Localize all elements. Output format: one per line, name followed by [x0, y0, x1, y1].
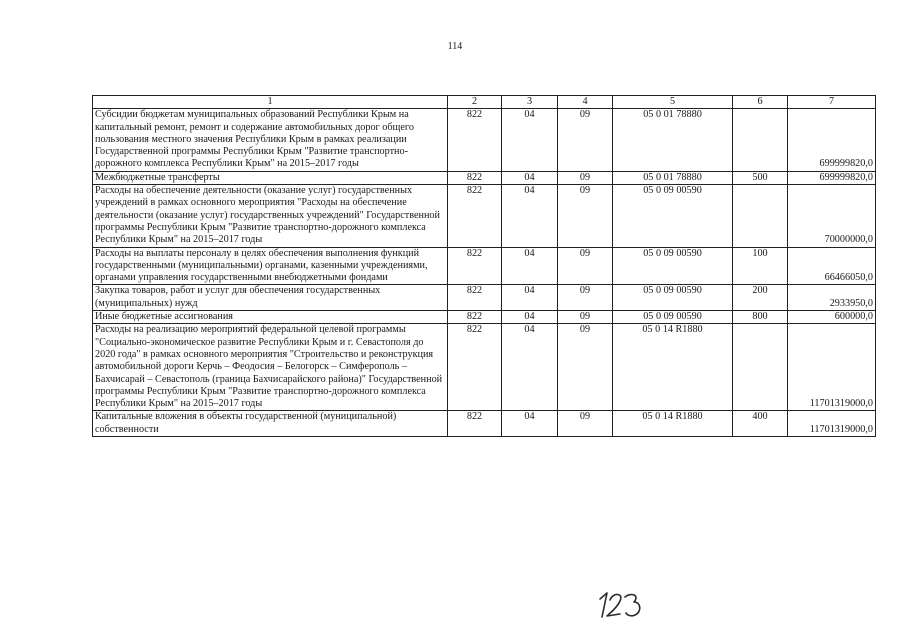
page-number: 114	[447, 41, 463, 52]
header-cell: 6	[733, 96, 788, 109]
target-code-cell: 05 0 01 78880	[613, 109, 733, 171]
subsection-code-cell: 09	[558, 247, 613, 285]
subsection-code-cell: 09	[558, 185, 613, 247]
expense-name-cell: Субсидии бюджетам муниципальных образований Республики Крым на капитальный ремонт, ремонт и содержание автомобильных дорог общего пользования местного значения Республики Крым в рамках реализации Государственной программы Республики Крым "Развитие транспортно-дорожного комплекса Республики Крым" на 2015–2017 годы	[93, 109, 448, 171]
expense-kind-cell: 100	[733, 247, 788, 285]
table-row	[93, 285, 876, 311]
table-row	[93, 324, 876, 411]
section-code-cell: 04	[502, 185, 558, 247]
budget-table	[92, 95, 876, 437]
expense-kind-cell: 400	[733, 411, 788, 437]
target-code-cell: 05 0 09 00590	[613, 185, 733, 247]
expense-name-cell: Расходы на обеспечение деятельности (оказание услуг) государственных учреждений в рамках основного мероприятия "Расходы на обеспечение деятельности (оказание услуг) государственных учреждений" Государственной программы Республики Крым "Развитие транспортно-дорожного комплекса Республики Крым" на 2015–2017 годы	[93, 185, 448, 247]
header-cell: 1	[93, 96, 448, 109]
admin-code-cell: 822	[448, 411, 502, 437]
sum-cell: 600000,0	[788, 311, 876, 324]
admin-code-cell: 822	[448, 171, 502, 184]
table-row	[93, 411, 876, 437]
subsection-code-cell: 09	[558, 324, 613, 411]
section-code-cell: 04	[502, 411, 558, 437]
target-code-cell: 05 0 09 00590	[613, 311, 733, 324]
table-row	[93, 171, 876, 184]
expense-kind-cell: 800	[733, 311, 788, 324]
subsection-code-cell: 09	[558, 171, 613, 184]
target-code-cell: 05 0 09 00590	[613, 247, 733, 285]
expense-kind-cell	[733, 109, 788, 171]
sum-cell: 70000000,0	[788, 185, 876, 247]
target-code-cell: 05 0 14 R1880	[613, 324, 733, 411]
expense-kind-cell	[733, 185, 788, 247]
expense-name-cell: Иные бюджетные ассигнования	[93, 311, 448, 324]
section-code-cell: 04	[502, 285, 558, 311]
admin-code-cell: 822	[448, 285, 502, 311]
expense-name-cell: Капитальные вложения в объекты государственной (муниципальной) собственности	[93, 411, 448, 437]
header-cell: 7	[788, 96, 876, 109]
subsection-code-cell: 09	[558, 285, 613, 311]
subsection-code-cell: 09	[558, 311, 613, 324]
admin-code-cell: 822	[448, 324, 502, 411]
section-code-cell: 04	[502, 324, 558, 411]
sum-cell: 699999820,0	[788, 171, 876, 184]
header-cell: 4	[558, 96, 613, 109]
admin-code-cell: 822	[448, 185, 502, 247]
header-cell: 5	[613, 96, 733, 109]
sum-cell: 2933950,0	[788, 285, 876, 311]
section-code-cell: 04	[502, 109, 558, 171]
table-row	[93, 185, 876, 247]
admin-code-cell: 822	[448, 247, 502, 285]
table-row	[93, 311, 876, 324]
handwritten-page-number	[596, 587, 646, 621]
expense-kind-cell	[733, 324, 788, 411]
header-cell: 3	[502, 96, 558, 109]
target-code-cell: 05 0 01 78880	[613, 171, 733, 184]
admin-code-cell: 822	[448, 311, 502, 324]
subsection-code-cell: 09	[558, 109, 613, 171]
header-cell: 2	[448, 96, 502, 109]
expense-name-cell: Расходы на выплаты персоналу в целях обеспечения выполнения функций государственными (муниципальными) органами, казенными учреждениями, органами управления государственными внебюджетными фондами	[93, 247, 448, 285]
admin-code-cell: 822	[448, 109, 502, 171]
target-code-cell: 05 0 09 00590	[613, 285, 733, 311]
expense-kind-cell: 500	[733, 171, 788, 184]
section-code-cell: 04	[502, 247, 558, 285]
subsection-code-cell: 09	[558, 411, 613, 437]
section-code-cell: 04	[502, 171, 558, 184]
expense-name-cell: Межбюджетные трансферты	[93, 171, 448, 184]
section-code-cell: 04	[502, 311, 558, 324]
expense-kind-cell: 200	[733, 285, 788, 311]
target-code-cell: 05 0 14 R1880	[613, 411, 733, 437]
sum-cell: 66466050,0	[788, 247, 876, 285]
sum-cell: 11701319000,0	[788, 324, 876, 411]
expense-name-cell: Расходы на реализацию мероприятий федеральной целевой программы "Социально-экономическое развитие Республики Крым и г. Севастополя до 2020 года" в рамках основного мероприятия "Строительство и реконструкция автомобильной дороги Керчь – Феодосия – Белогорск – Симферополь – Бахчисарай – Севастополь (граница Бахчисарайского района)" Государственной программы Республики Крым "Развитие транспортно-дорожного комплекса Республики Крым" на 2015–2017 годы	[93, 324, 448, 411]
expense-name-cell: Закупка товаров, работ и услуг для обеспечения государственных (муниципальных) нужд	[93, 285, 448, 311]
table-header-row	[93, 96, 876, 109]
table-row	[93, 109, 876, 171]
sum-cell: 699999820,0	[788, 109, 876, 171]
sum-cell: 11701319000,0	[788, 411, 876, 437]
table-row	[93, 247, 876, 285]
